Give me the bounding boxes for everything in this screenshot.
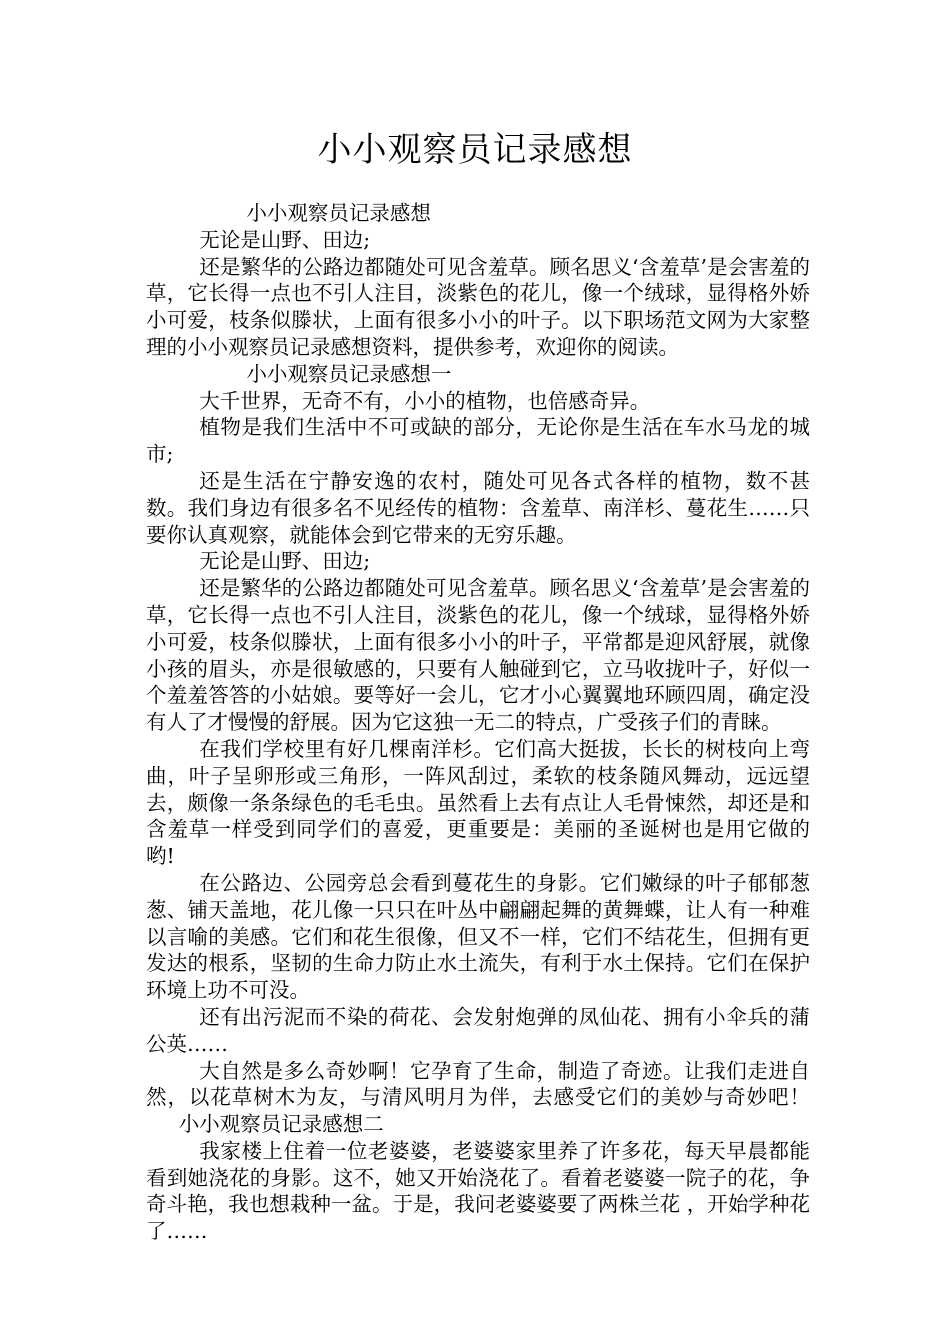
paragraph: 植物是我们生活中不可或缺的部分，无论你是生活在车水马龙的城市;: [146, 415, 810, 467]
paragraph: 还是繁华的公路边都随处可见含羞草。顾名思义‘含羞草’是会害羞的草，它长得一点也不引人注目，淡紫色的花儿，像一个绒球，显得格外娇小可爱，枝条似滕状，上面有很多小小的叶子，平常都是迎风舒展，就像小孩的眉头，亦是很敏感的，只要有人触碰到它，立马收拢叶子，好似一个羞羞答答的小姑娘。要等好一会儿，它才小心翼翼地环顾四周，确定没有人了才慢慢的舒展。因为它这独一无二的特点，广受孩子们的青睐。: [146, 576, 810, 735]
section-heading: 小小观察员记录感想二: [178, 1112, 384, 1137]
paragraph: 还是繁华的公路边都随处可见含羞草。顾名思义‘含羞草’是会害羞的草，它长得一点也不引人注目，淡紫色的花儿，像一个绒球，显得格外娇小可爱，枝条似滕状，上面有很多小小的叶子。以下职场范文网为大家整理的小小观察员记录感想资料，提供参考，欢迎你的阅读。: [146, 254, 810, 359]
paragraph-with-heading: [146, 1058, 810, 1138]
paragraph: 在公路边、公园旁总会看到蔓花生的身影。它们嫩绿的叶子郁郁葱葱、铺天盖地，花儿像一只只在叶丛中翩翩起舞的黄舞蝶，让人有一种难以言喻的美感。它们和花生很像，但又不一样，它们不结花生，但拥有更发达的根系，坚韧的生命力防止水土流失，有利于水土保持。它们在保护环境上功不可没。: [146, 870, 810, 1003]
paragraph: 大千世界，无奇不有，小小的植物，也倍感奇异。: [199, 388, 651, 413]
paragraph-text: 大自然是多么奇妙啊！它孕育了生命，制造了奇迹。让我们走进自然，以花草树木为友，与清风明月为伴，去感受它们的美妙与奇妙吧！: [146, 1058, 810, 1110]
paragraph: 在我们学校里有好几棵南洋杉。它们高大挺拔，长长的树枝向上弯曲，叶子呈卵形或三角形，一阵风刮过，柔软的枝条随风舞动，远远望去，颇像一条条绿色的毛毛虫。虽然看上去有点让人毛骨悚然，却还是和含羞草一样受到同学们的喜爱，更重要是：美丽的圣诞树也是用它做的哟!: [146, 736, 810, 869]
section-heading: 小小观察员记录感想: [246, 201, 431, 225]
paragraph: 无论是山野、田边;: [199, 549, 371, 574]
paragraph: 我家楼上住着一位老婆婆，老婆婆家里养了许多花，每天早晨都能看到她浇花的身影。这不，她又开始浇花了。看着老婆婆一院子的花，争奇斗艳，我也想栽种一盆。于是，我问老婆婆要了两株兰花 ，开始学种花了……: [146, 1138, 810, 1244]
paragraph: 还有出污泥而不染的荷花、会发射炮弹的凤仙花、拥有小伞兵的蒲公英……: [146, 1004, 810, 1056]
document-body: [146, 200, 810, 1245]
document-title: 小小观察员记录感想: [317, 130, 633, 170]
section-heading: 小小观察员记录感想一: [246, 361, 452, 386]
paragraph: 无论是山野、田边;: [199, 227, 371, 252]
paragraph: 还是生活在宁静安逸的农村，随处可见各式各样的植物，数不甚数。我们身边有很多名不见经传的植物：含羞草、南洋杉、蔓花生……只要你认真观察，就能体会到它带来的无穷乐趣。: [146, 468, 810, 547]
